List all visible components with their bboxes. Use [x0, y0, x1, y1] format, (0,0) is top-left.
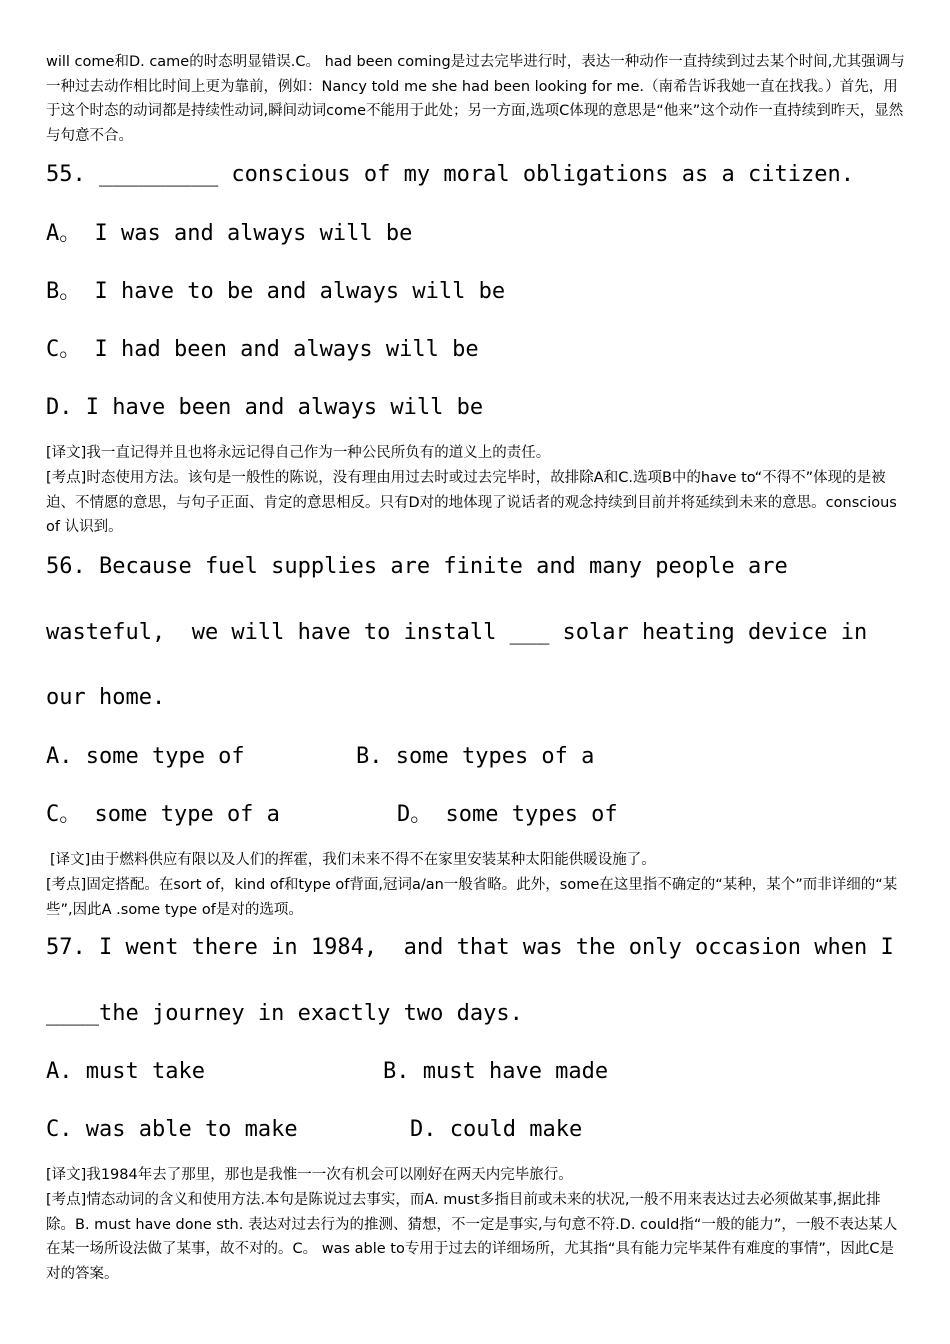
question-56-option-c: C。 some type of a: [46, 802, 280, 827]
question-55-option-a: A。 I was and always will be: [46, 221, 413, 246]
question-56-stem-line-2: wasteful, we will have to install ___ solar heating device in: [46, 620, 868, 645]
question-56-option-a: A. some type of: [46, 744, 245, 769]
question-56-stem-line-1: 56. Because fuel supplies are finite and many people are: [46, 554, 788, 579]
question-56-analysis: [考点]固定搭配。在sort of，kind of和type of背面,冠词a/an一般省略。此外，some在这里指不确定的“某种，某个”而非详细的“某些”,因此A .some type of是对的选项。: [46, 877, 898, 918]
question-55-option-d: D. I have been and always will be: [46, 395, 484, 420]
question-57-option-b: B. must have made: [383, 1059, 609, 1084]
question-57-stem-line-2: ____the journey in exactly two days.: [46, 1001, 523, 1026]
question-57-stem-line-1: 57. I went there in 1984, and that was the only occasion when I: [46, 935, 894, 960]
question-55-stem: 55. _________ conscious of my moral obligations as a citizen.: [46, 162, 854, 187]
question-57-option-d: D. could make: [410, 1117, 583, 1142]
question-56-stem-line-3: our home.: [46, 685, 166, 710]
question-55-option-b: B。 I have to be and always will be: [46, 279, 506, 304]
question-56-translation: [译文]由于燃料供应有限以及人们的挥霍，我们未来不得不在家里安装某种太阳能供暖设施了。: [50, 852, 656, 868]
intro-explanation: will come和D. came的时态明显错误.C。 had been coming是过去完毕进行时，表达一种动作一直持续到过去某个时间,尤其强调与一种过去动作相比时间上更为靠前，例如：Nancy told me she had been looking for me.（南希告诉我她一直在找我。）首先，用于这个时态的动词都是持续性动词,瞬间动词come不能用于此处；另一方面,选项C体现的意思是“他来”这个动作一直持续到昨天，显然与句意不合。: [46, 54, 905, 144]
question-56-option-d: D。 some types of: [397, 802, 618, 827]
question-56-option-b: B. some types of a: [356, 744, 595, 769]
question-55-analysis: [考点]时态使用方法。该句是一般性的陈说，没有理由用过去时或过去完毕时，故排除A和C.选项B中的have to“不得不”体现的是被迫、不情愿的意思，与句子正面、肯定的意思相反。只有D对的地体现了说话者的观念持续到目前并将延续到未来的意思。conscious of 认识到。: [46, 470, 897, 535]
question-55-translation: [译文]我一直记得并且也将永远记得自己作为一种公民所负有的道义上的责任。: [46, 445, 551, 461]
question-57-option-c: C. was able to make: [46, 1117, 298, 1142]
question-57-translation: [译文]我1984年去了那里，那也是我惟一一次有机会可以刚好在两天内完毕旅行。: [46, 1167, 573, 1183]
question-55-option-c: C。 I had been and always will be: [46, 337, 479, 362]
question-57-analysis: [考点]情态动词的含义和使用方法.本句是陈说过去事实，而A. must多指目前或未来的状况,一般不用来表达过去必须做某事,据此排除。B. must have done sth. 表达对过去行为的推测、猜想，不一定是事实,与句意不符.D. could指“一般的能力”，一般不表达某人在某一场所设法做了某事，故不对的。C。 was able to专用于过去的详细场所，尤其指“具有能力完毕某件有难度的事情”，因此C是对的答案。: [46, 1192, 898, 1282]
question-57-option-a: A. must take: [46, 1059, 205, 1084]
